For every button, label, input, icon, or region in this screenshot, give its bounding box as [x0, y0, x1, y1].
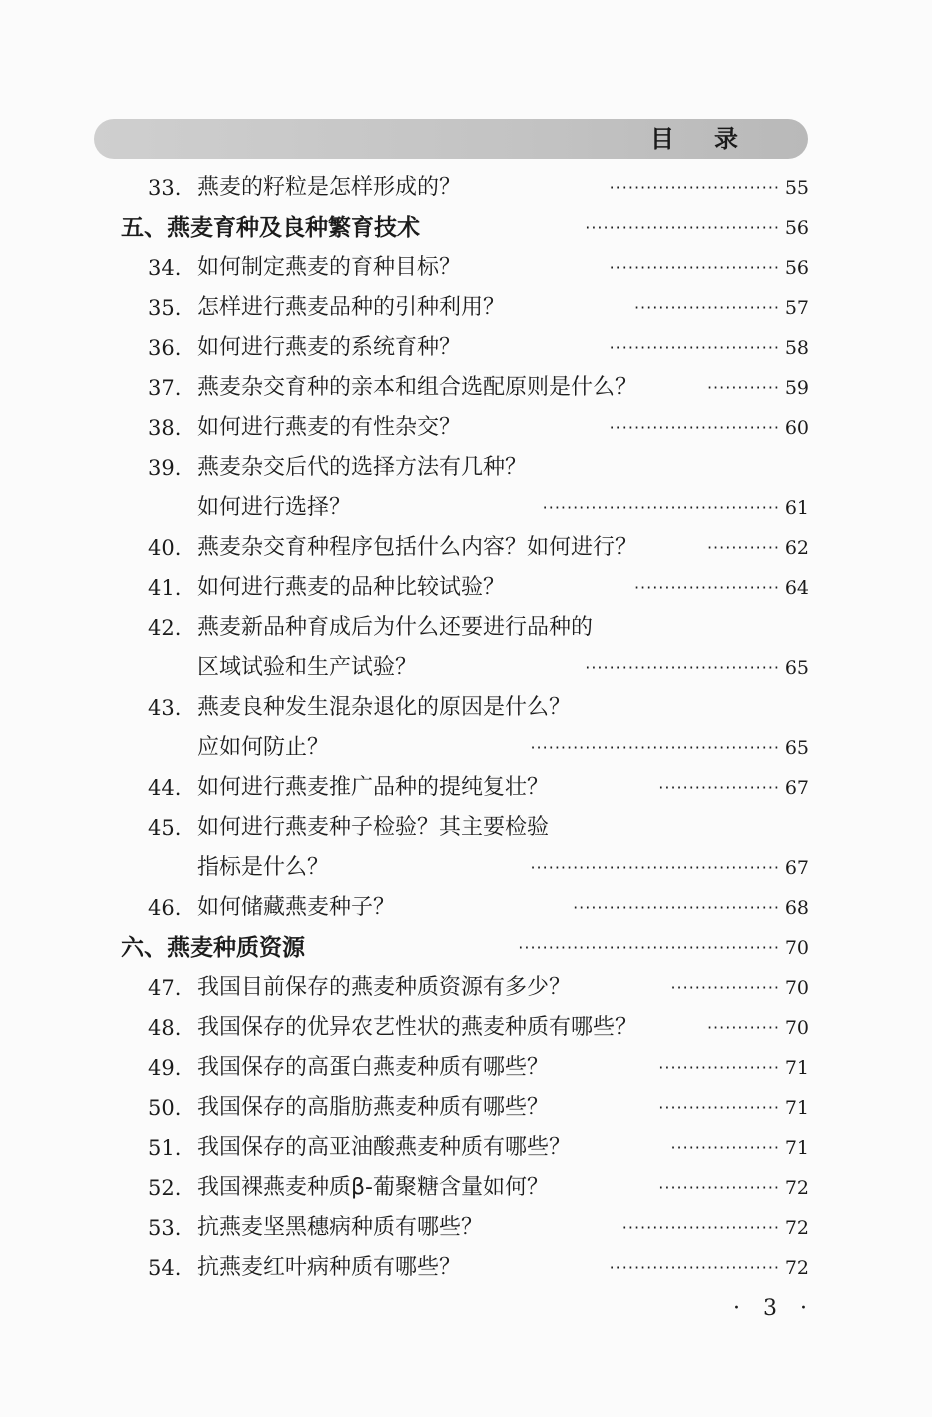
toc-entry-number: 48. [148, 1016, 182, 1040]
toc-entry-title: 如何制定燕麦的育种目标？ [197, 255, 462, 280]
toc-entry-title: 如何储藏燕麦种子？ [197, 895, 396, 920]
toc-entry-row [0, 808, 932, 848]
toc-entry-number: 42. [148, 616, 182, 640]
toc-entry-title: 我国裸燕麦种质β-葡聚糖含量如何？ [197, 1175, 549, 1200]
toc-leader-dots: ································ [585, 218, 780, 237]
toc-entry-page: 71 [784, 1137, 809, 1159]
toc-section-title: 六、燕麦种质资源 [121, 935, 305, 961]
toc-leader-dots: ·················· [670, 1138, 780, 1157]
toc-entry-page: 62 [784, 537, 809, 559]
toc-entry-page: 70 [784, 937, 809, 959]
toc-entry-row [0, 288, 932, 328]
toc-entry-row [0, 488, 932, 528]
toc-leader-dots: ························ [633, 578, 780, 597]
toc-entry-title: 指标是什么？ [197, 855, 330, 880]
toc-entry-title: 我国保存的高亚油酸燕麦种质有哪些？ [197, 1135, 572, 1160]
toc-entry-row [0, 608, 932, 648]
toc-entry-page: 56 [784, 257, 809, 279]
toc-entry-title: 燕麦良种发生混杂退化的原因是什么？ [197, 695, 572, 720]
toc-entry-number: 49. [148, 1056, 182, 1080]
toc-entry-row [0, 1248, 932, 1288]
toc-entry-page: 57 [784, 297, 809, 319]
toc-entry-title: 如何进行燕麦的品种比较试验？ [197, 575, 506, 600]
toc-entry-title: 抗燕麦红叶病种质有哪些？ [197, 1255, 462, 1280]
toc-entry-title: 我国目前保存的燕麦种质资源有多少？ [197, 975, 572, 1000]
toc-leader-dots: ··········································· [518, 938, 780, 957]
toc-leader-dots: ···························· [609, 258, 780, 277]
toc-entry-title: 我国保存的高脂肪燕麦种质有哪些？ [197, 1095, 550, 1120]
toc-entry-title: 如何进行燕麦种子检验？其主要检验 [197, 815, 550, 840]
toc-entry-number: 46. [148, 896, 182, 920]
toc-entry-row [0, 848, 932, 888]
toc-entry-number: 37. [148, 376, 182, 400]
running-header-title: 目录 [650, 125, 778, 153]
toc-entry-title: 燕麦杂交育种程序包括什么内容？如何进行？ [197, 535, 638, 560]
toc-leader-dots: ······································· [542, 498, 780, 517]
toc-entry-page: 72 [784, 1257, 809, 1279]
toc-entry-number: 39. [148, 456, 182, 480]
toc-entry-page: 70 [784, 977, 809, 999]
toc-entry-page: 65 [784, 737, 809, 759]
toc-leader-dots: ························ [633, 298, 780, 317]
toc-entry-title: 燕麦新品种育成后为什么还要进行品种的 [197, 615, 594, 640]
toc-leader-dots: ········································· [530, 738, 780, 757]
toc-entry-page: 59 [784, 377, 809, 399]
toc-entry-page: 72 [784, 1177, 809, 1199]
toc-entry-page: 55 [784, 177, 809, 199]
toc-entry-row [0, 648, 932, 688]
toc-entry-page: 67 [784, 857, 809, 879]
toc-entry-number: 50. [148, 1096, 182, 1120]
toc-entry-number: 53. [148, 1216, 182, 1240]
toc-entry-number: 41. [148, 576, 182, 600]
page-number: · 3 · [733, 1296, 815, 1321]
toc-leader-dots: ···················· [658, 1058, 780, 1077]
toc-entry-number: 45. [148, 816, 182, 840]
toc-leader-dots: ···················· [658, 1098, 780, 1117]
toc-entry-row [0, 1088, 932, 1128]
toc-entry-number: 33. [148, 176, 182, 200]
toc-entry-row [0, 768, 932, 808]
toc-entry-page: 68 [784, 897, 809, 919]
toc-entry-page: 67 [784, 777, 809, 799]
toc-leader-dots: ···························· [609, 178, 780, 197]
toc-entry-page: 58 [784, 337, 809, 359]
toc-entry-page: 64 [784, 577, 809, 599]
toc-leader-dots: ···················· [658, 1178, 780, 1197]
toc-entry-page: 71 [784, 1057, 809, 1079]
toc-entry-row [0, 408, 932, 448]
toc-entry-title: 应如何防止？ [197, 735, 330, 760]
toc-entry-number: 40. [148, 536, 182, 560]
toc-entry-title: 我国保存的高蛋白燕麦种质有哪些？ [197, 1055, 550, 1080]
toc-section-row [0, 928, 932, 968]
toc-entry-row [0, 528, 932, 568]
toc-entry-row [0, 328, 932, 368]
toc-leader-dots: ···························· [609, 338, 780, 357]
toc-leader-dots: ···························· [609, 418, 780, 437]
toc-entry-title: 我国保存的优异农艺性状的燕麦种质有哪些？ [197, 1015, 638, 1040]
toc-entry-page: 70 [784, 1017, 809, 1039]
toc-entry-row [0, 168, 932, 208]
running-header-bar [94, 119, 808, 159]
toc-entry-title: 燕麦杂交育种的亲本和组合选配原则是什么？ [197, 375, 638, 400]
toc-entry-row [0, 1048, 932, 1088]
toc-section-title: 五、燕麦育种及良种繁育技术 [121, 215, 420, 241]
toc-entry-row [0, 688, 932, 728]
toc-leader-dots: ································ [585, 658, 780, 677]
toc-entry-page: 61 [784, 497, 809, 519]
toc-entry-number: 34. [148, 256, 182, 280]
toc-entry-number: 43. [148, 696, 182, 720]
toc-leader-dots: ·················· [670, 978, 780, 997]
toc-leader-dots: ···················· [658, 778, 780, 797]
toc-leader-dots: ············ [706, 378, 780, 397]
toc-entry-title: 如何进行燕麦推广品种的提纯复壮？ [197, 775, 550, 800]
toc-entry-row [0, 968, 932, 1008]
toc-leader-dots: ···························· [609, 1258, 780, 1277]
toc-entry-page: 72 [784, 1217, 809, 1239]
toc-entry-row [0, 1008, 932, 1048]
toc-entry-title: 燕麦的籽粒是怎样形成的？ [197, 175, 462, 200]
toc-entry-row [0, 1168, 932, 1208]
toc-entry-row [0, 448, 932, 488]
toc-leader-dots: ············ [706, 538, 780, 557]
toc-entry-title: 如何进行燕麦的有性杂交？ [197, 415, 462, 440]
toc-entry-row [0, 1128, 932, 1168]
toc-entry-row [0, 368, 932, 408]
toc-entry-row [0, 1208, 932, 1248]
toc-leader-dots: ·························· [621, 1218, 780, 1237]
toc-entry-title: 怎样进行燕麦品种的引种利用？ [197, 295, 506, 320]
toc-entry-page: 65 [784, 657, 809, 679]
toc-entry-number: 44. [148, 776, 182, 800]
toc-entry-number: 54. [148, 1256, 182, 1280]
toc-entry-page: 60 [784, 417, 809, 439]
toc-section-row [0, 208, 932, 248]
toc-leader-dots: ········································· [530, 858, 780, 877]
toc-entry-number: 51. [148, 1136, 182, 1160]
toc-entry-number: 52. [148, 1176, 182, 1200]
toc-entry-number: 47. [148, 976, 182, 1000]
toc-leader-dots: ·································· [573, 898, 780, 917]
toc-entry-row [0, 248, 932, 288]
toc-entry-title: 区域试验和生产试验？ [197, 655, 418, 680]
toc-leader-dots: ············ [706, 1018, 780, 1037]
toc-entry-page: 56 [784, 217, 809, 239]
toc-entry-title: 如何进行燕麦的系统育种？ [197, 335, 462, 360]
toc-entry-page: 71 [784, 1097, 809, 1119]
toc-entry-number: 36. [148, 336, 182, 360]
toc-entry-title: 燕麦杂交后代的选择方法有几种？ [197, 455, 528, 480]
toc-entry-title: 抗燕麦坚黑穗病种质有哪些？ [197, 1215, 484, 1240]
toc-entry-row [0, 568, 932, 608]
toc-entry-row [0, 888, 932, 928]
toc-entry-row [0, 728, 932, 768]
toc-entry-number: 35. [148, 296, 182, 320]
table-of-contents [0, 168, 932, 1288]
toc-entry-number: 38. [148, 416, 182, 440]
toc-entry-title: 如何进行选择？ [197, 495, 352, 520]
